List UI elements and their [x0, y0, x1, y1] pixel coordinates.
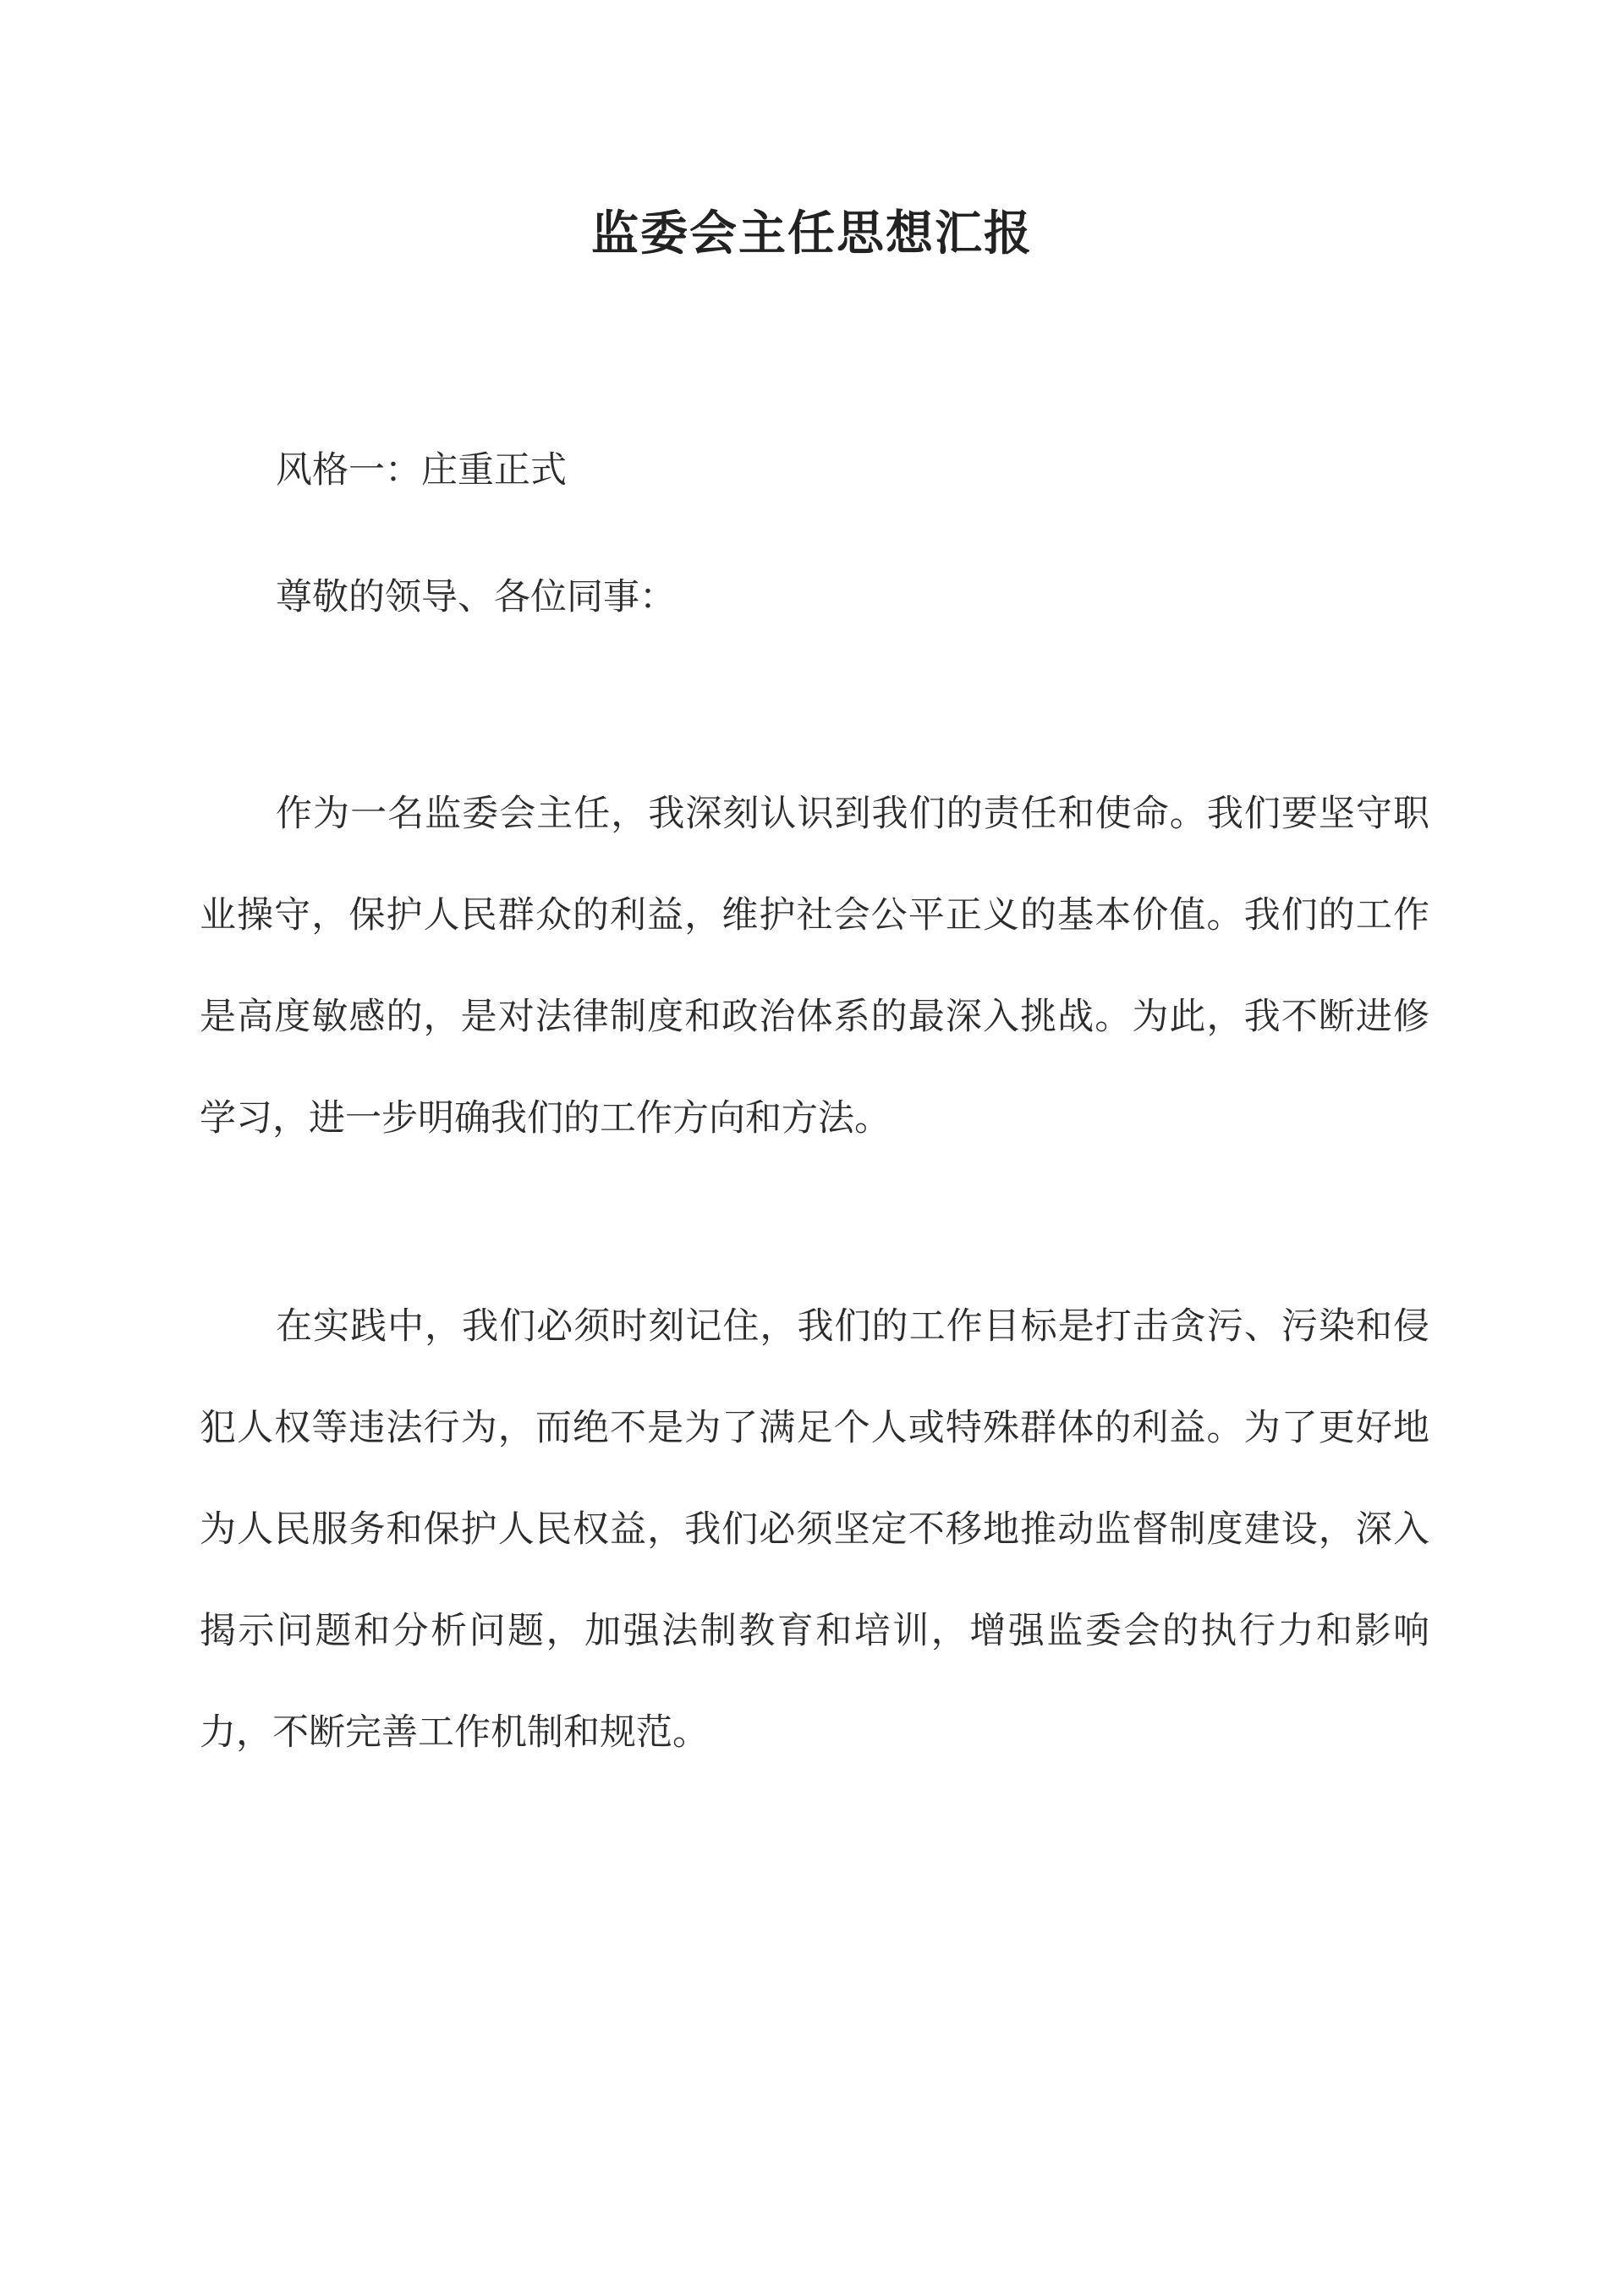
document-title: 监委会主任思想汇报	[591, 206, 1033, 261]
salutation: 尊敬的领导、各位同事：	[276, 576, 676, 618]
style-heading: 风格一：庄重正式	[276, 449, 567, 492]
body-paragraph-1: 作为一名监委会主任，我深刻认识到我们的责任和使命。我们要坚守职业操守，保护人民群众的利益，维护社会公平正义的基本价值。我们的工作是高度敏感的，是对法律制度和政治体系的最深入挑战。为此，我不断进修学习，进一步明确我们的工作方向和方法。	[200, 793, 1429, 1140]
body-paragraph-2: 在实践中，我们必须时刻记住，我们的工作目标是打击贪污、污染和侵犯人权等违法行为，而绝不是为了满足个人或特殊群体的利益。为了更好地为人民服务和保护人民权益，我们必须坚定不移地推动监督制度建设，深入揭示问题和分析问题，加强法制教育和培训，增强监委会的执行力和影响力，不断完善工作机制和规范。	[200, 1305, 1429, 1754]
